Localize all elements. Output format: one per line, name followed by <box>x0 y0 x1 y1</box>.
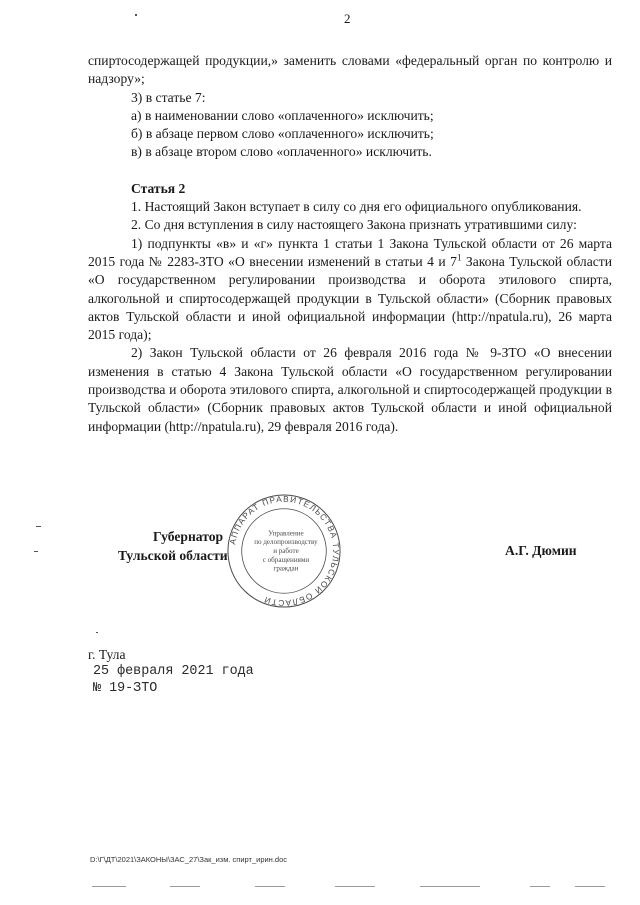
stamp-outer-text: АППАРАТ ПРАВИТЕЛЬСТВА ТУЛЬСКОЙ ОБЛАСТИ <box>227 493 342 609</box>
governor-title-line-1: Губернатор <box>153 529 224 544</box>
article-2-heading: Статья 2 <box>131 180 186 196</box>
scan-speck <box>135 14 137 16</box>
article-2-item-1: 1. Настоящий Закон вступает в силу со дня его официального опубликования. <box>131 199 582 215</box>
scan-speck <box>34 551 38 552</box>
official-stamp <box>225 492 343 610</box>
governor-title-line-2: Тульской области <box>118 548 228 563</box>
page-number: 2 <box>344 11 351 26</box>
stamp-line-3: и работе <box>273 546 299 555</box>
stamp-line-5: граждан <box>273 564 299 573</box>
paragraph-article7: 3) в статье 7: <box>131 89 206 105</box>
article-2-item-2: 2. Со дня вступления в силу настоящего Закона признать утратившими силу: <box>131 217 577 233</box>
scan-speck <box>96 632 98 633</box>
paragraph-item-a: а) в наименовании слово «оплаченного» исключить; <box>131 107 434 123</box>
stamp-line-2: по делопроизводству <box>254 538 318 547</box>
scan-speck <box>36 526 41 527</box>
superscript: 1 <box>456 252 462 263</box>
subitem-1-text-b: Закона Тульской области «О государственном регулировании производства и оборота этилового спирта, алкогольной и спиртосодержащей продукции в Тульской области» (Сборник правовых актов Тульской области и иной официальной информации (http://npatula.ru), 26 марта 2015 года); <box>88 253 612 343</box>
subitem-1-text-a: 1) подпункты «в» и «г» пункта 1 статьи 1 Закона Тульской области от 26 марта 2015 года № 2283-ЗТО «О внесении изменений в статьи 4 и 7 <box>88 235 612 269</box>
law-number: № 19-ЗТО <box>93 681 158 696</box>
file-path: D:\Г\ДТ\2021\ЗАКОНЫ\ЗАС_27\Зак_изм. спирт_ирин.doc <box>90 855 287 864</box>
scan-footer-marks <box>0 886 640 890</box>
stamp-line-1: Управление <box>268 529 304 538</box>
place-of-signing: г. Тула <box>88 647 126 662</box>
signing-date: 25 февраля 2021 года <box>93 664 254 679</box>
stamp-line-4: с обращениями <box>262 555 310 564</box>
governor-name: А.Г. Дюмин <box>505 543 577 558</box>
paragraph-item-c: в) в абзаце втором слово «оплаченного» исключить. <box>131 144 432 160</box>
document-body <box>88 52 612 436</box>
governor-title <box>118 527 228 565</box>
article-2-subitem-1 <box>88 235 612 345</box>
paragraph-item-b: б) в абзаце первом слово «оплаченного» исключить; <box>131 126 434 142</box>
article-2-subitem-2: 2) Закон Тульской области от 26 февраля 2016 года № 9-ЗТО «О внесении изменения в статью 4 Закона Тульской области «О государственном регулировании производства и оборота этилового спирта, алкогольной и спиртосодержащей продукции в Тульской области» (Сборник правовых актов Тульской области и иной официальной информации (http://npatula.ru), 29 февраля 2016 года). <box>88 345 612 434</box>
spacer <box>88 162 612 180</box>
paragraph-continuation: спиртосодержащей продукции,» заменить словами «федеральный орган по контролю и надзору»; <box>88 53 612 87</box>
